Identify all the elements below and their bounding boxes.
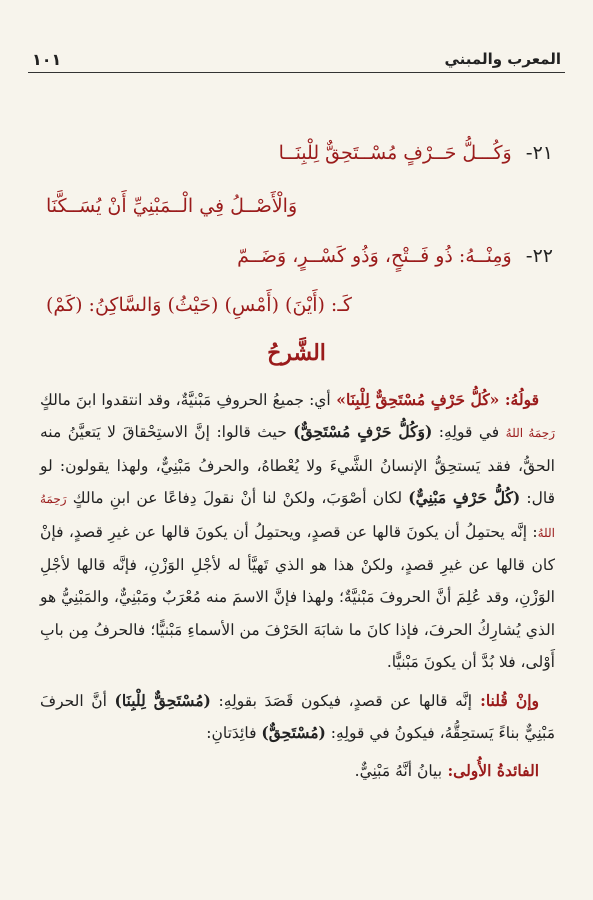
verse-text: وَمِنْــهُ: ذُو فَــتْحٍ، وَذُو كَسْــرٍ، وَضَــمّ [237,245,512,267]
verse-text: كَـ: (أَيْنَ) (أَمْسِ) (حَيْثُ) وَالسَّاكِنُ: (كَمْ) [46,294,352,316]
verse-22-second-hemistich [46,294,352,316]
text-run: لكان أصْوَبَ، ولكنْ لنا أنْ نقولَ دِفاعًا عن ابنِ مالكٍ [66,489,409,508]
page-number: ١٠١ [32,50,62,69]
quoted-phrase: (مُسْتَحِقٌّ) [261,723,326,743]
text-run: حيث قالوا: إنَّ الاستِحْقاقَ لا يَتعيَّنُ منه الحقُّ، فقد يَستحِقُّ الإنسانُ الشَّيءَ ولا يُعْطاهُ، والحرفُ مَبْنِيٌّ، ولهذا يقولون: لو قال: [40,423,555,508]
quoted-phrase: (مُسْتَحِقٌّ لِلْبِنَا) [114,690,211,710]
verse-number: ٢٢- [525,245,553,267]
section-title: الشَّرحُ [267,340,326,366]
lead-phrase: قولُهُ: «كُلُّ حَرْفٍ مُسْتَحِقٌّ لِلْبِنَا» [330,390,539,409]
quoted-phrase: (كُلُّ حَرْفٍ مَبْنِيٌّ) [408,488,521,508]
verse-text: وَكُـــلُّ حَــرْفٍ مُسْــتَحِقٌّ لِلْبِنَــا [278,142,512,164]
honorific: رَحِمَهُ اللهُ [40,492,555,540]
verse-22-first-hemistich [237,245,553,267]
page-header [28,48,565,73]
paragraph [40,755,555,787]
lead-phrase: وإنْ قُلنا: [472,690,539,710]
text-run: أي: جميعُ الحروفِ مَبْنيَّةٌ، وقد انتقدوا ابنَ مالكٍ [40,391,331,409]
quoted-phrase: (وَكُلُّ حَرْفٍ مُسْتَحِقٌّ) [293,422,433,442]
paragraph [40,685,555,750]
paragraph [40,384,555,679]
text-run: بيانُ أنَّهُ مَبْنِيٌّ. [354,762,443,781]
verse-21-first-hemistich [279,142,553,164]
lead-phrase: الفائدةُ الأُولى: [442,761,539,781]
text-run: أنَّ الحرفَ مَبْنِيٌّ بناءً يَستحِقُّهُ، فيكونُ في قولِهِ: [40,691,555,743]
text-run: إنَّه قالها عن قصدٍ، فيكون قَصَدَ بقولِهِ: [210,691,473,710]
verse-text: وَالْأَصْــلُ فِي الْــمَبْنِيِّ أَنْ يُسَــكَّنَا [46,195,298,217]
honorific: رَحِمَهُ اللهُ [505,426,555,441]
verse-21-second-hemistich [46,195,297,217]
text-run: : إنَّه يحتمِلُ أن يكونَ قالها عن قصدٍ، ويحتمِلُ أن يكونَ قالها عن غيرِ قصدٍ، فإنْ كان قالها عن غيرِ قصدٍ، ولكنْ هذا هو الذي تَهيَّأ له لأجْلِ الوَزْنِ، فإنَّه قالها لأجْلِ الوَزْنِ، وقد عُلِمَ أنَّ الحروفَ مَبْنيَّةٌ؛ ولهذا فإنَّ الاسمَ منه مُعْرَبٌ ومَبْنِيٌّ، والمَبْنِيُّ هو الذي يُشارِكُ الحرفَ، فإذا كانَ ما شابَهَ الحَرْفَ من الأسماءِ مَبْنيًّا؛ فالحرفُ مِن بابِ أَوْلى، فلا بُدَّ أن يكونَ مَبْنيًّا. [40,522,555,672]
text-run: فائِدَتانِ: [206,724,262,743]
text-run: في قولِهِ: [432,423,506,442]
commentary-body [40,384,555,794]
verse-number: ٢١- [525,142,553,164]
running-title: المعرب والمبني [444,50,561,68]
